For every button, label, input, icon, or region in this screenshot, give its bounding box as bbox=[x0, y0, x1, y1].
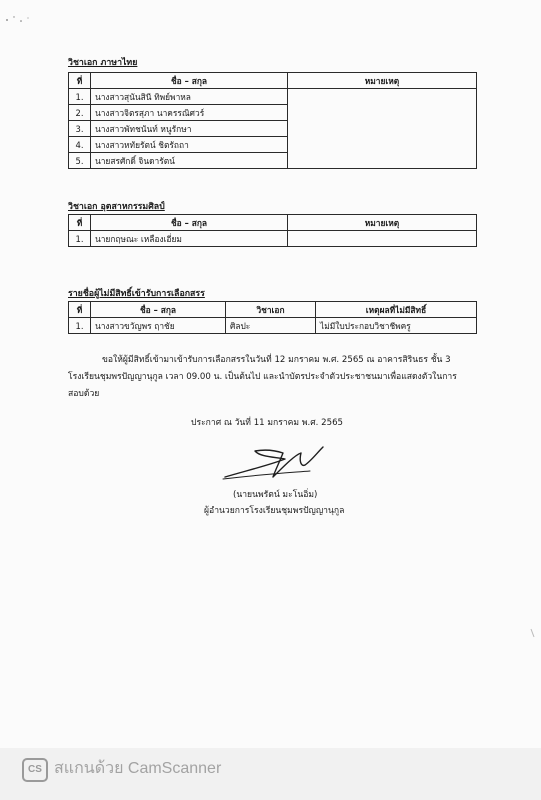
row-name: นางสาวขวัญพร ฤาชัย bbox=[91, 318, 226, 334]
row-name: นายสรศักดิ์ จินดารัตน์ bbox=[91, 153, 288, 169]
camscanner-watermark-text: สแกนด้วย CamScanner bbox=[54, 760, 222, 777]
row-no: 2. bbox=[69, 105, 91, 121]
row-remark bbox=[288, 89, 477, 169]
scan-specks bbox=[4, 14, 44, 24]
paragraph-line-1-text: ขอให้ผู้มีสิทธิ์เข้ามาเข้ารับการเลือกสรรในวันที่ 12 มกราคม พ.ศ. 2565 ณ อาคารสิรินธร ชั้น 3 bbox=[102, 355, 451, 365]
table-header-row bbox=[69, 215, 477, 231]
row-name: นางสาวหทัยรัตน์ ชิตรัถถา bbox=[91, 137, 288, 153]
instruction-paragraph bbox=[68, 352, 488, 403]
table-row bbox=[69, 318, 477, 334]
col-header-no: ที่ bbox=[69, 73, 91, 89]
row-no: 1. bbox=[69, 89, 91, 105]
row-name: นางสาวพัทชนันท์ หนูรักษา bbox=[91, 121, 288, 137]
col-header-name: ชื่อ – สกุล bbox=[91, 215, 288, 231]
col-header-major: วิชาเอก bbox=[226, 302, 316, 318]
col-header-name: ชื่อ – สกุล bbox=[91, 302, 226, 318]
paragraph-line-3: สอบด้วย bbox=[68, 389, 100, 399]
row-no: 3. bbox=[69, 121, 91, 137]
table-header-row bbox=[69, 73, 477, 89]
col-header-remark: หมายเหตุ bbox=[288, 215, 477, 231]
camscanner-footer bbox=[0, 748, 541, 800]
signer-name: (นายนพรัตน์ มะโนอิ่ม) bbox=[233, 490, 318, 500]
col-header-no: ที่ bbox=[69, 302, 91, 318]
industrial-arts-table bbox=[68, 214, 477, 247]
col-header-name: ชื่อ – สกุล bbox=[91, 73, 288, 89]
table-row bbox=[69, 89, 477, 105]
thai-major-table bbox=[68, 72, 477, 169]
camscanner-logo-icon: CS bbox=[22, 758, 48, 782]
paragraph-line-2: โรงเรียนชุมพรปัญญานุกูล เวลา 09.00 น. เป็นต้นไป และนำบัตรประจำตัวประชาชนมาเพื่อแสดงตัวในการ bbox=[68, 372, 457, 382]
ineligible-table bbox=[68, 301, 477, 334]
announcement-date: ประกาศ ณ วันที่ 11 มกราคม พ.ศ. 2565 bbox=[191, 418, 344, 428]
row-major: ศิลปะ bbox=[226, 318, 316, 334]
section-heading-ineligible: รายชื่อผู้ไม่มีสิทธิ์เข้ารับการเลือกสรร bbox=[68, 289, 205, 299]
row-reason: ไม่มีใบประกอบวิชาชีพครู bbox=[316, 318, 477, 334]
row-no: 1. bbox=[69, 231, 91, 247]
table-header-row bbox=[69, 302, 477, 318]
scan-edge-mark bbox=[530, 628, 536, 638]
row-name: นางสาวจิตรสุภา นาครรณิศวร์ bbox=[91, 105, 288, 121]
row-name: นายกฤษณะ เหลืองเอี่ยม bbox=[91, 231, 288, 247]
col-header-remark: หมายเหตุ bbox=[288, 73, 477, 89]
signer-position: ผู้อำนวยการโรงเรียนชุมพรปัญญานุกูล bbox=[204, 506, 345, 516]
row-no: 5. bbox=[69, 153, 91, 169]
table-row bbox=[69, 231, 477, 247]
row-no: 1. bbox=[69, 318, 91, 334]
row-remark bbox=[288, 231, 477, 247]
section-heading-industrial-arts: วิชาเอก อุตสาหกรรมศิลป์ bbox=[68, 202, 165, 212]
col-header-no: ที่ bbox=[69, 215, 91, 231]
row-name: นางสาวสุนันสินี ทิพย์พาหล bbox=[91, 89, 288, 105]
section-heading-thai: วิชาเอก ภาษาไทย bbox=[68, 58, 138, 68]
col-header-reason: เหตุผลที่ไม่มีสิทธิ์ bbox=[316, 302, 477, 318]
paragraph-line-1 bbox=[68, 352, 488, 369]
signature bbox=[215, 435, 345, 485]
row-no: 4. bbox=[69, 137, 91, 153]
